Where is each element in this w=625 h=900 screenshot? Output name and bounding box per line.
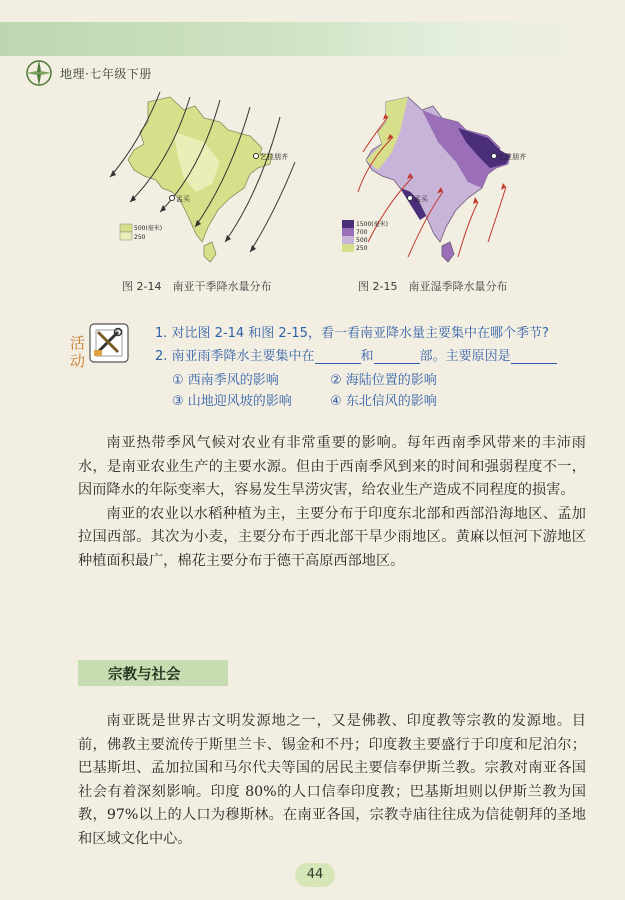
- city-label-mumbai: 孟买: [176, 195, 190, 203]
- activity-question-1: 1. 对比图 2-14 和图 2-15，看一看南亚降水量主要集中在哪个季节?: [155, 326, 549, 341]
- map-dry-season: [100, 92, 300, 267]
- answer-blank[interactable]: [374, 350, 420, 364]
- page-header: [24, 58, 152, 88]
- book-title: 地理·七年级下册: [60, 66, 152, 81]
- legend-label: 1500(毫米): [356, 221, 388, 228]
- body-text-block: [78, 710, 586, 851]
- legend-label: 500: [356, 237, 368, 244]
- page-number: 44: [295, 863, 335, 887]
- figure-caption: 图 2-14 南亚干季降水量分布: [122, 280, 272, 293]
- option-item: ② 海陆位置的影响: [330, 373, 437, 388]
- legend-label: 250: [134, 234, 146, 241]
- paragraph: 南亚热带季风气候对农业有非常重要的影响。每年西南季风带来的丰沛雨水，是南亚农业生产的主要水源。但由于西南季风到来的时间和强弱程度不一，因而降水的年际变率大，容易发生旱涝灾害，给农业生产造成不同程度的损害。: [78, 435, 586, 498]
- activity-label: 活 动: [70, 334, 86, 370]
- option-item: ④ 东北信风的影响: [330, 394, 437, 409]
- legend-label: 700: [356, 229, 368, 236]
- legend-label: 250: [356, 245, 368, 252]
- map-wet-season: [338, 92, 538, 267]
- activity-question-2: 2. 南亚雨季降水主要集中在 和 部。主要原因是: [155, 345, 557, 364]
- compass-emblem-icon: [24, 58, 54, 88]
- header-band: [0, 22, 625, 56]
- option-item: ③ 山地迎风坡的影响: [172, 394, 292, 409]
- section-heading: 宗教与社会: [78, 660, 228, 686]
- body-text-block: [78, 432, 586, 573]
- city-label-cherrapunji: 乞拉朋齐: [498, 153, 526, 161]
- paragraph: 南亚既是世界古文明发源地之一，又是佛教、印度教等宗教的发源地。目前，佛教主要流传于斯里兰卡、锡金和不丹；印度教主要盛行于印度和尼泊尔；巴基斯坦、孟加拉国和马尔代夫等国的居民主要信奉伊斯兰教。宗教对南亚各国社会有着深刻影响。印度 80%的人口信奉印度教；巴基斯坦则以伊斯兰教为国教，97%以上的人口为穆斯林。在南亚各国，宗教寺庙往往成为信徒朝拜的圣地和区域文化中心。: [78, 713, 586, 847]
- paragraph: 南亚的农业以水稻种植为主，主要分布于印度东北部和西部沿海地区、孟加拉国西部。其次为小麦，主要分布于西北部干旱少雨地区。黄麻以恒河下游地区种植面积最广，棉花主要分布于德干高原西部地区。: [78, 505, 586, 569]
- answer-blank[interactable]: [315, 350, 361, 364]
- answer-blank[interactable]: [511, 350, 557, 364]
- figure-caption: 图 2-15 南亚湿季降水量分布: [358, 280, 508, 293]
- option-item: ① 西南季风的影响: [172, 373, 279, 388]
- city-label-cherrapunji: 乞拉朋齐: [260, 153, 288, 161]
- city-label-mumbai: 孟买: [414, 195, 428, 203]
- legend-label: 500(毫米): [134, 225, 163, 232]
